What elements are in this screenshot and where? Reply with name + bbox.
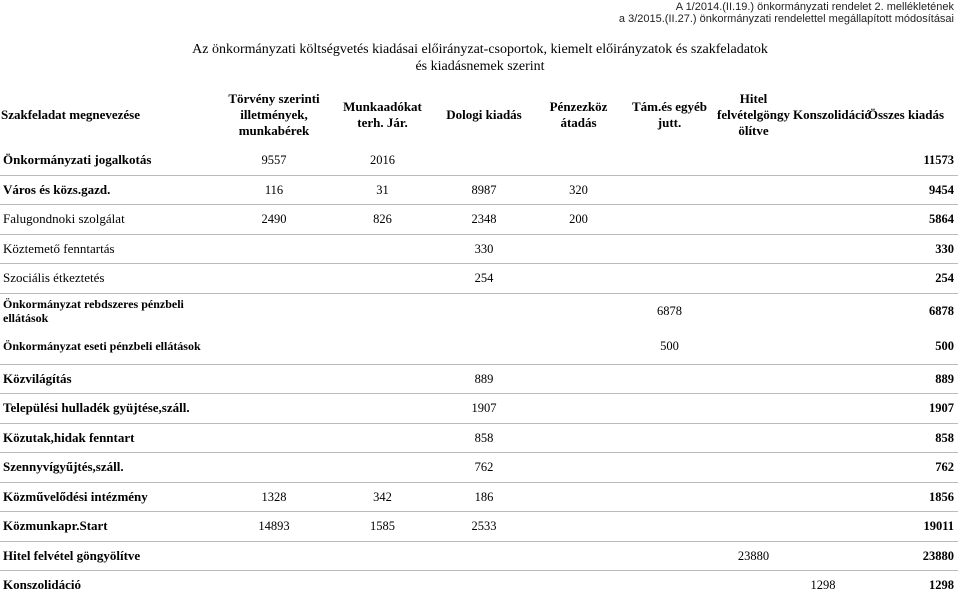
row-name: Önkormányzat rebdszeres pénzbeli ellátások bbox=[0, 293, 218, 329]
table-header-row bbox=[0, 84, 958, 146]
cell-v5 bbox=[624, 234, 715, 264]
cell-v5 bbox=[624, 512, 715, 542]
table-row bbox=[0, 175, 958, 205]
cell-total: 500 bbox=[935, 339, 954, 353]
cell-v1 bbox=[218, 264, 330, 294]
cell-v1 bbox=[218, 541, 330, 571]
cell-total: 5864 bbox=[854, 205, 958, 235]
cell-v2 bbox=[330, 329, 435, 365]
row-name: Hitel felvétel göngyölítve bbox=[0, 541, 218, 571]
cell-v1: 2490 bbox=[218, 205, 330, 235]
expenditure-table bbox=[0, 84, 958, 600]
cell-v6 bbox=[715, 482, 792, 512]
cell-v4 bbox=[533, 541, 624, 571]
cell-v4 bbox=[533, 512, 624, 542]
cell-v1 bbox=[218, 364, 330, 394]
cell-v2 bbox=[330, 453, 435, 483]
cell-total: 19011 bbox=[854, 512, 958, 542]
cell-v1 bbox=[218, 234, 330, 264]
cell-v7 bbox=[792, 423, 854, 453]
cell-v1: 1328 bbox=[218, 482, 330, 512]
row-name: Város és közs.gazd. bbox=[0, 175, 218, 205]
document-title-line-2: és kiadásnemek szerint bbox=[415, 59, 545, 74]
cell-v2 bbox=[330, 571, 435, 600]
table-row bbox=[0, 453, 958, 483]
table-row bbox=[0, 394, 958, 424]
cell-v6 bbox=[715, 453, 792, 483]
cell-v1 bbox=[218, 293, 330, 329]
cell-v6 bbox=[715, 234, 792, 264]
header-tamogatas: Tám.és egyéb jutt. bbox=[631, 99, 708, 130]
cell-v3 bbox=[435, 541, 533, 571]
cell-total: 858 bbox=[854, 423, 958, 453]
cell-v1 bbox=[218, 423, 330, 453]
cell-v3 bbox=[435, 146, 533, 175]
row-name: Konszolidáció bbox=[0, 571, 218, 600]
cell-v3 bbox=[435, 329, 533, 365]
decree-reference-line-1: A 1/2014.(II.19.) önkormányzati rendelet 2. mellékletének bbox=[675, 1, 954, 13]
cell-v2 bbox=[330, 394, 435, 424]
cell-total: 762 bbox=[854, 453, 958, 483]
header-illetmenyek: Törvény szerinti illetmények, munkabérek bbox=[228, 91, 320, 138]
cell-v7 bbox=[792, 329, 854, 365]
cell-v5: 6878 bbox=[624, 293, 715, 329]
table-row bbox=[0, 234, 958, 264]
cell-v5 bbox=[624, 571, 715, 600]
row-name: Falugondnoki szolgálat bbox=[0, 205, 218, 235]
row-name: Szennyvígyűjtés,száll. bbox=[0, 453, 218, 483]
cell-v6 bbox=[715, 364, 792, 394]
cell-v7 bbox=[792, 541, 854, 571]
cell-v6 bbox=[715, 512, 792, 542]
cell-v5 bbox=[624, 423, 715, 453]
table-row bbox=[0, 482, 958, 512]
cell-v6 bbox=[715, 205, 792, 235]
cell-total: 23880 bbox=[854, 541, 958, 571]
cell-v3: 254 bbox=[435, 264, 533, 294]
header-konszolidacio: Konszolidáció bbox=[793, 107, 872, 122]
header-dologi: Dologi kiadás bbox=[446, 107, 522, 122]
cell-v5 bbox=[624, 541, 715, 571]
cell-v4 bbox=[533, 364, 624, 394]
table-row bbox=[0, 146, 958, 175]
cell-v2: 1585 bbox=[330, 512, 435, 542]
cell-v2: 2016 bbox=[370, 153, 395, 168]
header-munkaadokat: Munkaadókat terh. Jár. bbox=[343, 99, 422, 130]
row-name: Köztemető fenntartás bbox=[0, 234, 218, 264]
row-name: Önkormányzati jogalkotás bbox=[3, 152, 152, 168]
cell-v7 bbox=[792, 175, 854, 205]
cell-v7 bbox=[792, 453, 854, 483]
cell-v4: 200 bbox=[533, 205, 624, 235]
table-body bbox=[0, 146, 958, 600]
table-row bbox=[0, 423, 958, 453]
table-row bbox=[0, 541, 958, 571]
cell-v3 bbox=[435, 571, 533, 600]
row-name: Közművelődési intézmény bbox=[0, 482, 218, 512]
cell-v6: 23880 bbox=[715, 541, 792, 571]
decree-reference-line-2: a 3/2015.(II.27.) önkormányzati rendelettel megállapított módosításai bbox=[618, 13, 954, 25]
cell-v6 bbox=[715, 175, 792, 205]
cell-v2 bbox=[330, 423, 435, 453]
cell-v7: 1298 bbox=[792, 571, 854, 600]
cell-v4 bbox=[533, 482, 624, 512]
table-row bbox=[0, 293, 958, 329]
row-name: Szociális étkeztetés bbox=[0, 264, 218, 294]
cell-total: 1856 bbox=[854, 482, 958, 512]
header-osszes: Összes kiadás bbox=[867, 107, 945, 122]
cell-v2: 342 bbox=[330, 482, 435, 512]
cell-v5 bbox=[624, 175, 715, 205]
cell-v4 bbox=[533, 571, 624, 600]
cell-v6 bbox=[715, 264, 792, 294]
cell-v1 bbox=[218, 329, 330, 365]
cell-total: 254 bbox=[854, 264, 958, 294]
header-hitel: Hitel felvételgöngy ölítve bbox=[717, 91, 790, 138]
cell-v4: 320 bbox=[533, 175, 624, 205]
cell-v2 bbox=[330, 264, 435, 294]
cell-v3: 889 bbox=[435, 364, 533, 394]
row-name: Közmunkapr.Start bbox=[0, 512, 218, 542]
cell-v7 bbox=[792, 482, 854, 512]
table-row bbox=[0, 571, 958, 600]
cell-v2 bbox=[330, 293, 435, 329]
cell-v3: 330 bbox=[435, 234, 533, 264]
table-row bbox=[0, 512, 958, 542]
cell-v6 bbox=[715, 146, 792, 175]
document-title-line-1: Az önkormányzati költségvetés kiadásai előirányzat-csoportok, kiemelt előirányzatok és szakfeladatok bbox=[192, 42, 768, 57]
table-row bbox=[0, 329, 958, 365]
row-name: Közutak,hidak fenntart bbox=[0, 423, 218, 453]
cell-total: 889 bbox=[854, 364, 958, 394]
cell-v5 bbox=[624, 394, 715, 424]
cell-v1 bbox=[218, 394, 330, 424]
cell-v3: 8987 bbox=[435, 175, 533, 205]
decree-reference-note bbox=[619, 1, 954, 25]
header-penzeszkoz: Pénzezköz átadás bbox=[549, 99, 608, 130]
cell-v5 bbox=[624, 364, 715, 394]
cell-total: 9454 bbox=[854, 175, 958, 205]
cell-v7 bbox=[792, 205, 854, 235]
header-szakfeladat: Szakfeladat megnevezése bbox=[1, 107, 140, 122]
cell-total: 1907 bbox=[854, 394, 958, 424]
cell-v4 bbox=[533, 453, 624, 483]
cell-v2: 826 bbox=[330, 205, 435, 235]
cell-v1: 9557 bbox=[261, 153, 287, 168]
cell-v4 bbox=[533, 234, 624, 264]
cell-v5 bbox=[624, 146, 715, 175]
cell-total: 11573 bbox=[923, 153, 954, 168]
cell-v6 bbox=[715, 423, 792, 453]
cell-v1: 116 bbox=[218, 175, 330, 205]
cell-v4 bbox=[533, 264, 624, 294]
cell-v5 bbox=[624, 205, 715, 235]
cell-v4 bbox=[533, 394, 624, 424]
cell-v3: 186 bbox=[435, 482, 533, 512]
cell-v6 bbox=[715, 329, 792, 365]
cell-v6 bbox=[715, 394, 792, 424]
cell-v7 bbox=[792, 512, 854, 542]
cell-v5 bbox=[624, 453, 715, 483]
cell-v2: 31 bbox=[330, 175, 435, 205]
cell-v4 bbox=[533, 329, 624, 365]
table-row bbox=[0, 205, 958, 235]
cell-v4 bbox=[533, 293, 624, 329]
row-name: Önkormányzat eseti pénzbeli ellátások bbox=[3, 339, 201, 353]
row-name: Közvilágítás bbox=[0, 364, 218, 394]
cell-v5 bbox=[624, 264, 715, 294]
cell-total: 330 bbox=[854, 234, 958, 264]
cell-v7 bbox=[792, 234, 854, 264]
table-row bbox=[0, 364, 958, 394]
cell-v3: 2533 bbox=[435, 512, 533, 542]
cell-v3 bbox=[435, 293, 533, 329]
cell-v1 bbox=[218, 571, 330, 600]
cell-v7 bbox=[792, 364, 854, 394]
cell-v3: 762 bbox=[435, 453, 533, 483]
table-row bbox=[0, 264, 958, 294]
cell-v7 bbox=[792, 146, 854, 175]
cell-v2 bbox=[330, 364, 435, 394]
cell-v6 bbox=[715, 293, 792, 329]
cell-v1 bbox=[218, 453, 330, 483]
cell-v4 bbox=[533, 146, 624, 175]
cell-v7 bbox=[792, 394, 854, 424]
cell-v7 bbox=[792, 293, 854, 329]
cell-v5 bbox=[624, 482, 715, 512]
cell-total: 1298 bbox=[854, 571, 958, 600]
cell-v7 bbox=[792, 264, 854, 294]
cell-v5: 500 bbox=[660, 339, 679, 353]
cell-v3: 1907 bbox=[435, 394, 533, 424]
cell-total: 6878 bbox=[854, 293, 958, 329]
cell-v2 bbox=[330, 234, 435, 264]
cell-v4 bbox=[533, 423, 624, 453]
cell-v1: 14893 bbox=[218, 512, 330, 542]
cell-v3: 858 bbox=[435, 423, 533, 453]
cell-v3: 2348 bbox=[435, 205, 533, 235]
cell-v6 bbox=[715, 571, 792, 600]
row-name: Települési hulladék gyüjtése,száll. bbox=[0, 394, 218, 424]
cell-v2 bbox=[330, 541, 435, 571]
